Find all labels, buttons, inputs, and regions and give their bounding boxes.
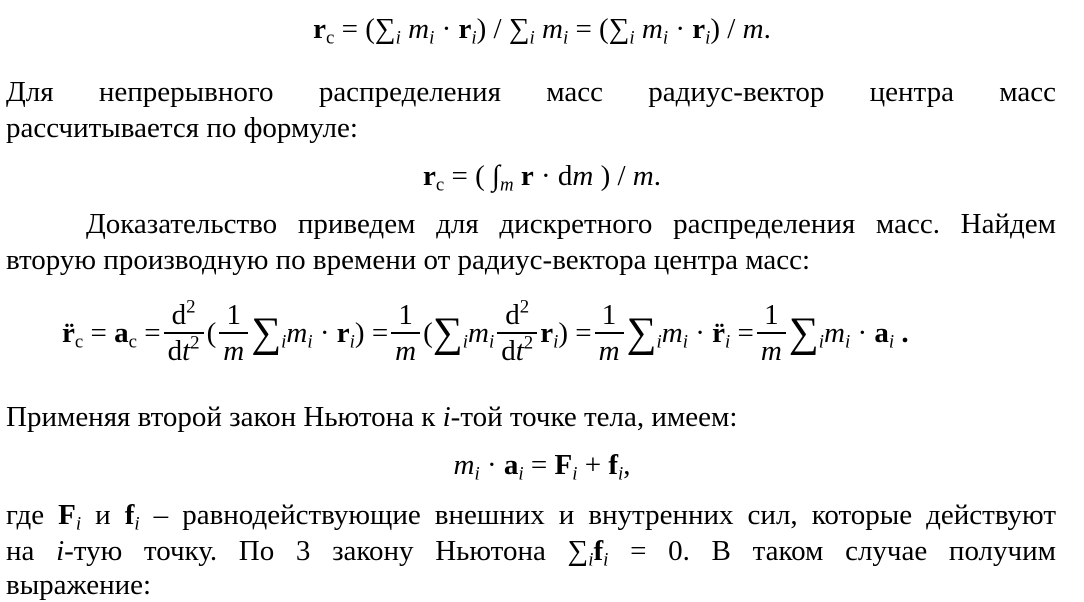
formula-center-of-mass-continuous: $r_c$ = ( $\int_m$ r · dm ) / m.	[423, 160, 661, 196]
fraction-1-m: $\frac{1}{m}$	[391, 298, 420, 368]
formula-acceleration-derivation: $r̈_c = a_c$ = $\frac{d^2}{dt^2}$ ( $\frac{1}{m}$ $\sum_im_i \cdot r_i$) = $\frac{1}{m}$ ($\sum_im_i$ $\frac{d^2}{dt^2}$ $r_i$) = $\frac{1}{m}$ $\sum_im_i$ · $r̈_i$ = $\frac{1}{m}$ $\sum_im_i \cdot a_i$ .	[62, 296, 909, 367]
word: распределения	[318, 76, 501, 108]
paragraph-proof-line1: Доказательство приведем для дискретного распределения масс. Найдем	[86, 208, 1056, 240]
word: Для	[6, 76, 54, 108]
paragraph-continuous-line2: рассчитывается по формуле:	[6, 112, 358, 144]
formula-center-of-mass-discrete: $r_c = (\sum_i$ $m_i \cdot r_i) / \sum_i$ $m_i = (\sum_i$ $m_i \cdot r_i) / m$.	[313, 13, 771, 49]
word: непрерывного	[98, 76, 274, 108]
paragraph-newton-second-law: Применяя второй закон Ньютона к i-той точке тела, имеем:	[6, 401, 738, 433]
word: радиус-вектор	[648, 76, 825, 108]
fraction-d2-dt2: $\frac{d^2}{dt^2}$	[497, 298, 537, 368]
formula-newton-second-law: $m_i \cdot a_i = F_i + f_i$,	[453, 449, 631, 485]
fraction-1-m: $\frac{1}{m}$	[757, 298, 786, 368]
fraction-1-m: $\frac{1}{m}$	[219, 298, 248, 368]
word: центра	[869, 76, 954, 108]
paragraph-proof-line2: вторую производную по времени от радиус-вектора центра масс:	[6, 244, 811, 276]
word: масс	[546, 76, 603, 108]
word: масс	[999, 76, 1056, 108]
paragraph-forces-line3: выражение:	[6, 569, 152, 601]
fraction-d2-dt2: $\frac{d^2}{dt^2}$	[164, 298, 204, 368]
paragraph-forces-line1: где $F_i$ и $f_i$ – равнодействующие внешних и внутренних сил, которые действуют	[6, 499, 1056, 535]
fraction-1-m: $\frac{1}{m}$	[595, 298, 624, 368]
paragraph-continuous-line1	[6, 75, 1056, 109]
paragraph-forces-line2: на i-тую точку. По 3 закону Ньютона $\sum_if_i = 0$. В таком случае получим	[6, 535, 1056, 571]
